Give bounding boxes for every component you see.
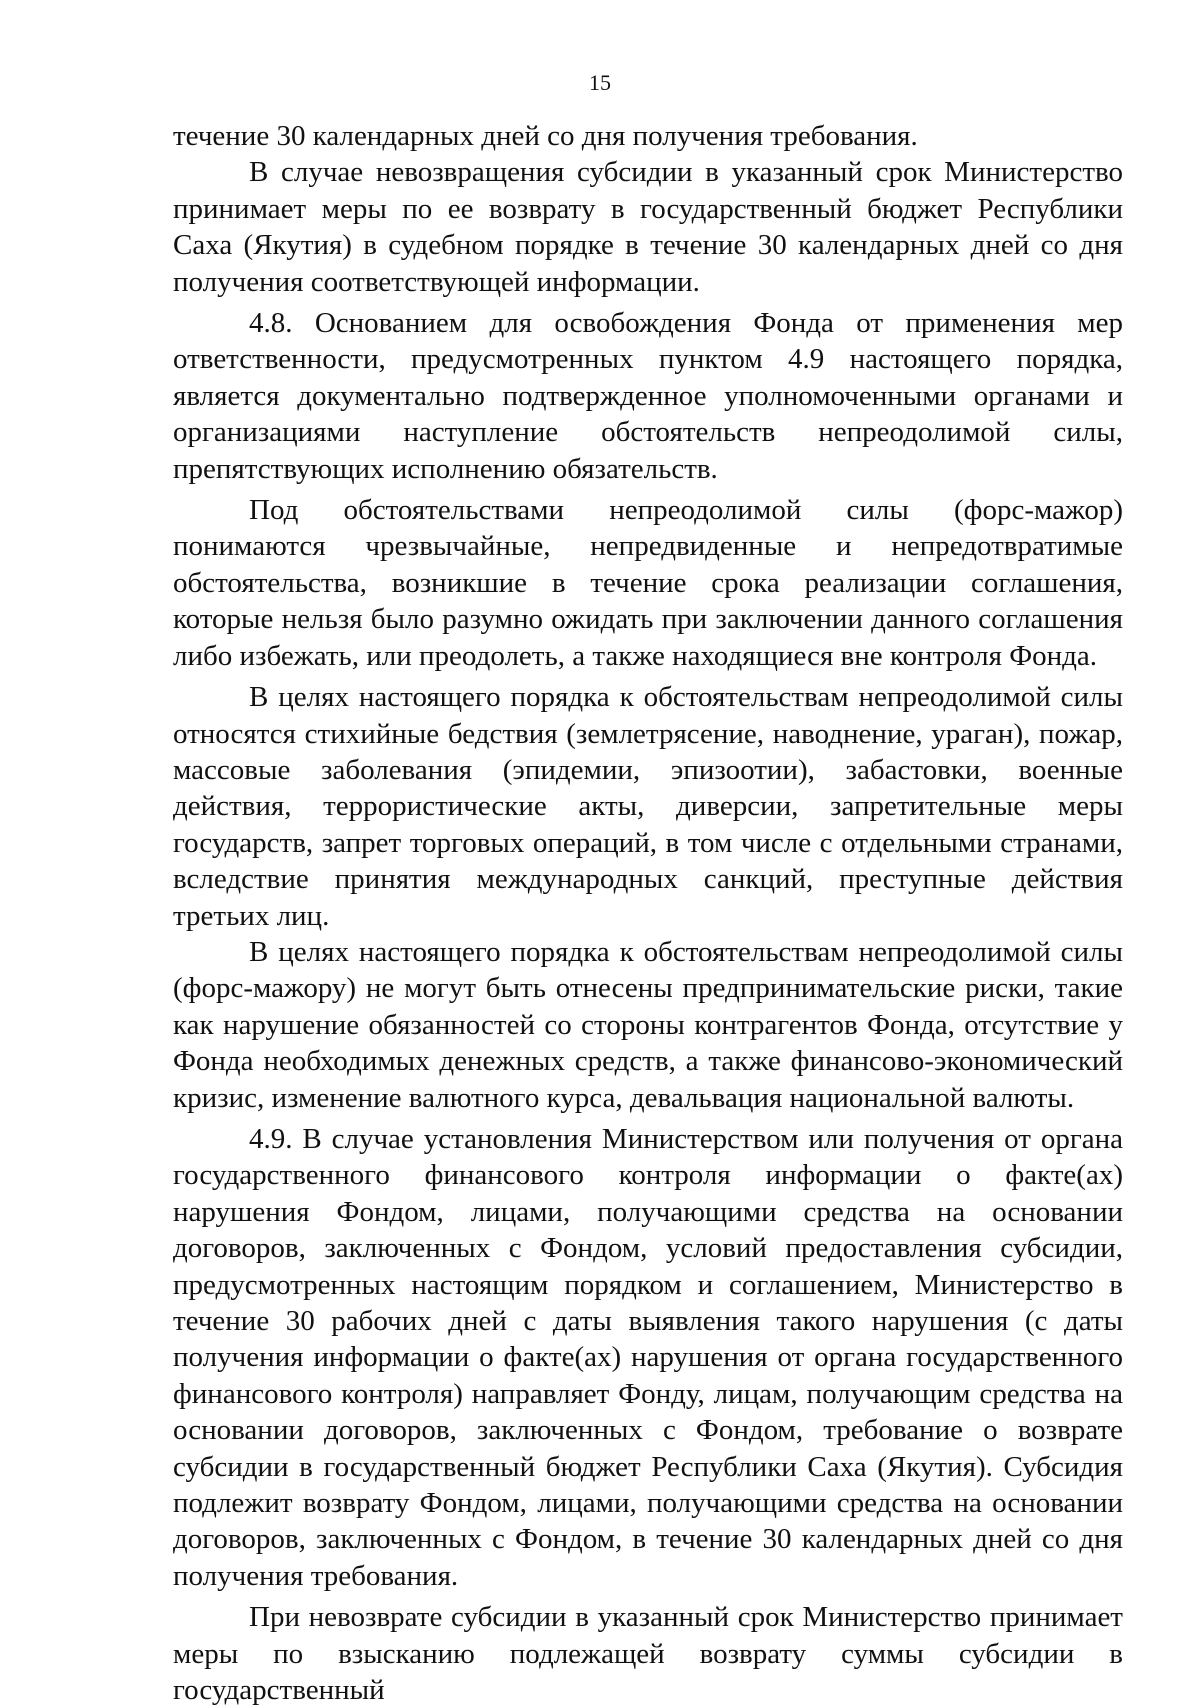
paragraph-force-majeure-excludes: В целях настоящего порядка к обстоятельствам непреодолимой силы (форс-мажору) не могут быть отнесены предпринимательские риски, такие как нарушение обязанностей со стороны контрагентов Фонда, отсутствие у Фонда необходимых денежных средств, а также финансово-экономический кризис, изменение валютного курса, девальвация национальной валюты. — [173, 935, 1123, 1114]
paragraph-4-8: 4.8. Основанием для освобождения Фонда от применения мер ответственности, предусмотренных пунктом 4.9 настоящего порядка, является документально подтвержденное уполномоченными органами и организациями наступление обстоятельств непреодолимой силы, препятствующих исполнению обязательств. — [173, 307, 1123, 485]
paragraph-nonreturn-recovery: При невозврате субсидии в указанный срок Министерство принимает меры по взысканию подлежащей возврату суммы субсидии в государственный — [173, 1601, 1123, 1707]
paragraph-force-majeure-includes: В целях настоящего порядка к обстоятельствам непреодолимой силы относятся стихийные бедствия (землетрясение, наводнение, ураган), пожар, массовые заболевания (эпидемии, эпизоотии), забастовки, военные действия, террористические акты, диверсии, запретительные меры государств, запрет торговых операций, в том числе с отдельными странами, вследствие принятия международных санкций, преступные действия третьих лиц. — [173, 681, 1123, 932]
paragraph-continuation: течение 30 календарных дней со дня получения требования. — [173, 120, 918, 152]
paragraph-force-majeure-definition: Под обстоятельствами непреодолимой силы (форс-мажор) понимаются чрезвычайные, непредвиденные и непредотвратимые обстоятельства, возникшие в течение срока реализации соглашения, которые нельзя было разумно ожидать при заключении данного соглашения либо избежать, или преодолеть, а также находящиеся вне контроля Фонда. — [173, 494, 1123, 672]
page-number: 15 — [589, 70, 611, 95]
paragraph-4-9: 4.9. В случае установления Министерством или получения от органа государственного финансового контроля информации о факте(ах) нарушения Фондом, лицами, получающими средства на основании договоров, заключенных с Фондом, условий предоставления субсидии, предусмотренных настоящим порядком и соглашением, Министерство в течение 30 рабочих дней с даты выявления такого нарушения (с даты получения информации о факте(ах) нарушения от органа государственного финансового контроля) направляет Фонду, лицам, получающим средства на основании договоров, заключенных с Фондом, требование о возврате субсидии в государственный бюджет Республики Саха (Якутия). Субсидия подлежит возврату Фондом, лицами, получающими средства на основании договоров, заключенных с Фондом, в течение 30 календарных дней со дня получения требования. — [173, 1122, 1123, 1592]
document-body — [173, 118, 1123, 1708]
paragraph-nonreturn-court: В случае невозвращения субсидии в указанный срок Министерство принимает меры по ее возврату в государственный бюджет Республики Саха (Якутия) в судебном порядке в течение 30 календарных дней со дня получения соответствующей информации. — [173, 156, 1123, 298]
